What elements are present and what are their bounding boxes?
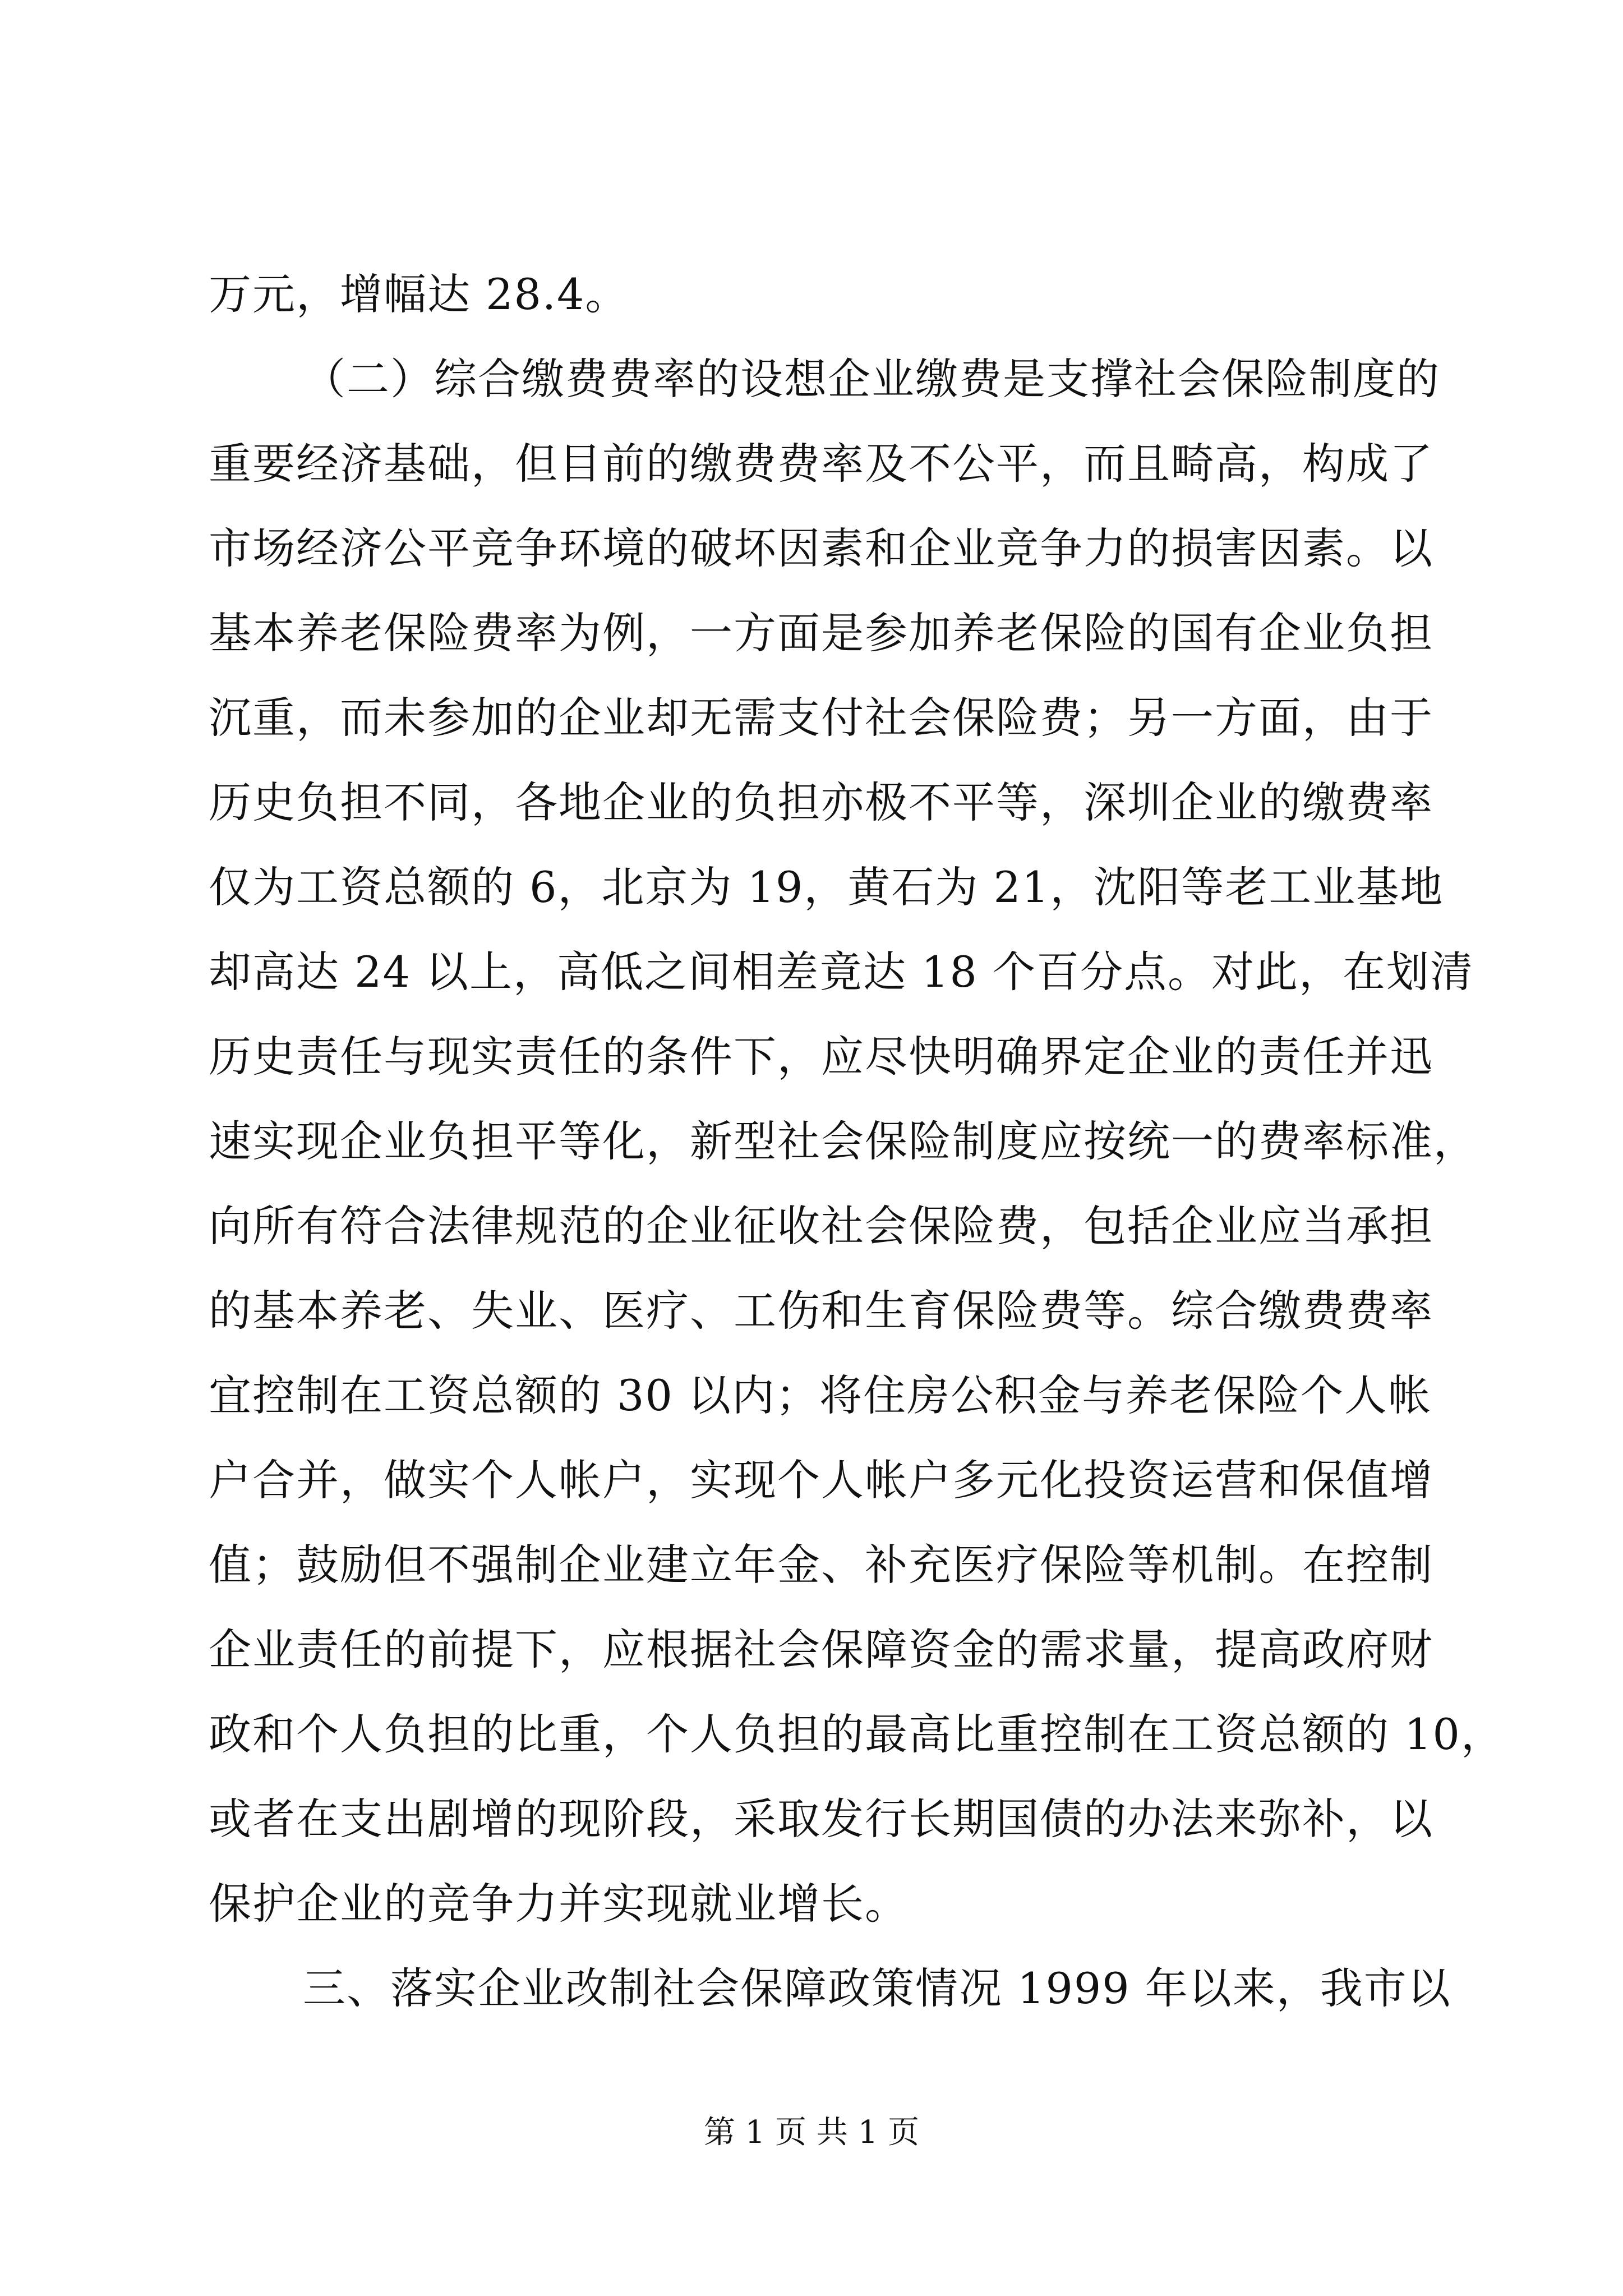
text-line: 市场经济公平竞争环境的破坏因素和企业竞争力的损害因素。以 xyxy=(209,523,1433,573)
text-line: 沉重，而未参加的企业却无需支付社会保险费；另一方面，由于 xyxy=(209,693,1433,743)
page-footer: 第 1 页 共 1 页 xyxy=(703,2114,920,2151)
text-line: 向所有符合法律规范的企业征收社会保险费，包括企业应当承担 xyxy=(209,1201,1433,1251)
section-heading-line: （二）综合缴费费率的设想企业缴费是支撑社会保险制度的 xyxy=(303,354,1440,404)
text-line: 重要经济基础，但目前的缴费费率及不公平，而且畸高，构成了 xyxy=(209,439,1433,489)
section-heading-line: 三、落实企业改制社会保障政策情况 1999 年以来，我市以 xyxy=(303,1963,1451,2013)
text-line: 户合并，做实个人帐户，实现个人帐户多元化投资运营和保值增 xyxy=(209,1455,1433,1505)
text-line: 值；鼓励但不强制企业建立年金、补充医疗保险等机制。在控制 xyxy=(209,1540,1433,1590)
text-line: 或者在支出剧增的现阶段，采取发行长期国债的办法来弥补，以 xyxy=(209,1794,1433,1844)
text-line: 却高达 24 以上，高低之间相差竟达 18 个百分点。对此，在划清 xyxy=(209,947,1474,997)
text-line: 历史负担不同，各地企业的负担亦极不平等，深圳企业的缴费率 xyxy=(209,777,1433,827)
text-line: 保护企业的竞争力并实现就业增长。 xyxy=(209,1879,909,1929)
text-line: 政和个人负担的比重，个人负担的最高比重控制在工资总额的 10， xyxy=(209,1709,1505,1759)
text-line: 企业责任的前提下，应根据社会保障资金的需求量，提高政府财 xyxy=(209,1625,1433,1674)
text-line: 基本养老保险费率为例，一方面是参加养老保险的国有企业负担 xyxy=(209,608,1433,658)
text-line: 仅为工资总额的 6，北京为 19，黄石为 21，沈阳等老工业基地 xyxy=(209,862,1444,912)
text-line: 速实现企业负担平等化，新型社会保险制度应按统一的费率标准， xyxy=(209,1116,1477,1166)
text-line: 宜控制在工资总额的 30 以内；将住房公积金与养老保险个人帐 xyxy=(209,1370,1432,1420)
text-line: 历史责任与现实责任的条件下，应尽快明确界定企业的责任并迅 xyxy=(209,1032,1433,1082)
text-line: 万元，增幅达 28.4。 xyxy=(209,269,629,319)
text-line: 的基本养老、失业、医疗、工伤和生育保险费等。综合缴费费率 xyxy=(209,1286,1433,1336)
